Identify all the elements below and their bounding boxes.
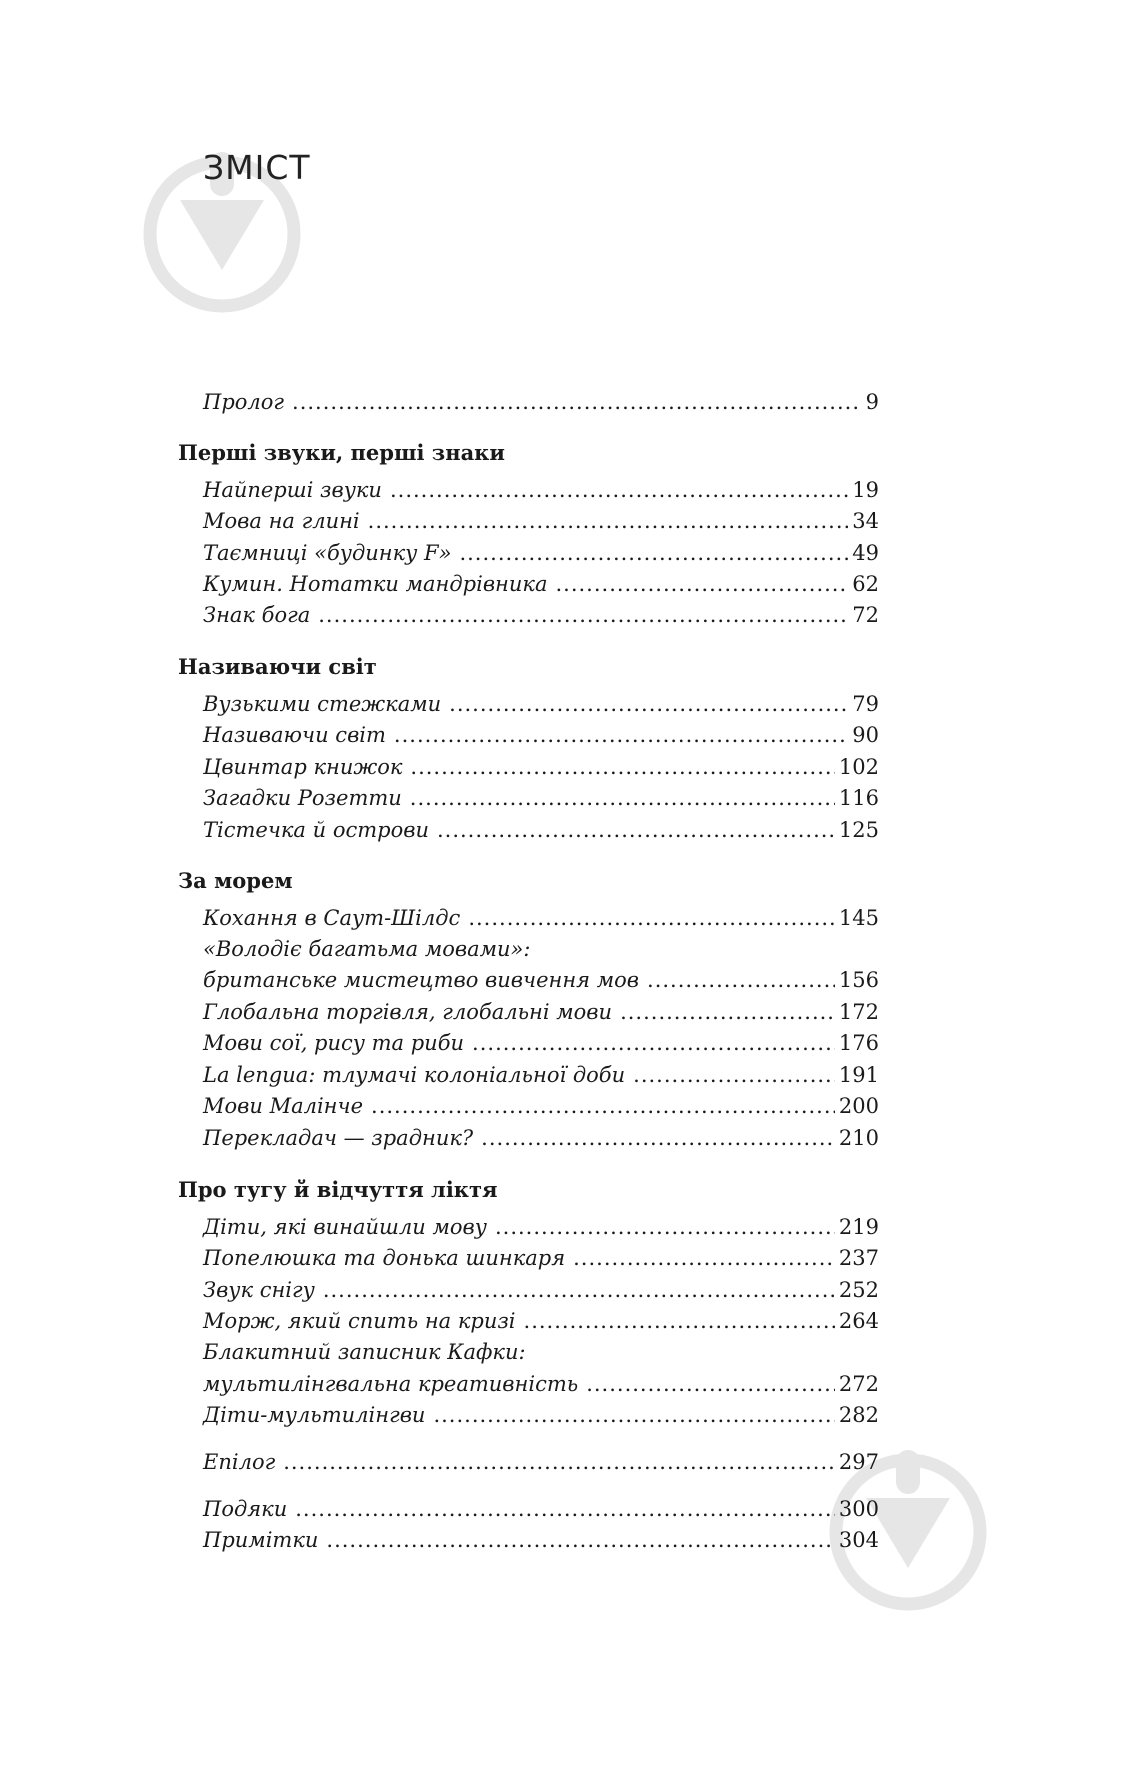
toc-entry-page: 156: [838, 968, 879, 992]
toc-entry-page: 172: [838, 1000, 879, 1024]
toc-entry[interactable]: [203, 1403, 879, 1433]
toc-entry-title: Діти-мультилінгви: [203, 1403, 426, 1427]
section-heading: За морем: [178, 868, 293, 893]
toc-entry-acknowledgements[interactable]: [203, 1497, 879, 1527]
toc-leader-dots: [620, 1000, 835, 1024]
toc-entry-page: 19: [852, 478, 879, 502]
toc-entry[interactable]: [203, 572, 879, 602]
toc-leader-dots: [449, 692, 848, 716]
toc-entry-title: Звук снігу: [203, 1278, 315, 1302]
toc-entry[interactable]: [203, 968, 879, 998]
toc-leader-dots: [326, 1528, 835, 1552]
toc-entry-page: 34: [852, 509, 879, 533]
toc-entry-title-line1: «Володіє багатьма мовами»:: [203, 937, 531, 961]
toc-entry-page: 252: [838, 1278, 879, 1302]
toc-entry-title: Морж, який спить на кризі: [203, 1309, 516, 1333]
toc-entry-title: Тістечка й острови: [203, 818, 429, 842]
toc-entry-page: 282: [838, 1403, 879, 1427]
toc-leader-dots: [318, 603, 848, 627]
toc-leader-dots: [283, 1450, 835, 1474]
toc-entry-title: мультилінгвальна креативність: [203, 1372, 579, 1396]
toc-entry[interactable]: [203, 603, 879, 633]
toc-leader-dots: [368, 509, 849, 533]
toc-leader-dots: [633, 1063, 835, 1087]
toc-entry-title: Загадки Розетти: [203, 786, 402, 810]
toc-entry[interactable]: [203, 509, 879, 539]
toc-entry[interactable]: [203, 1309, 879, 1339]
toc-leader-dots: [323, 1278, 835, 1302]
toc-entry-title: Пролог: [203, 390, 285, 414]
toc-entry[interactable]: [203, 1094, 879, 1124]
toc-leader-dots: [481, 1126, 835, 1150]
toc-entry-page: 200: [838, 1094, 879, 1118]
toc-entry-page: 125: [838, 818, 879, 842]
toc-entry-page: 210: [838, 1126, 879, 1150]
toc-entry-title-lead: La lengua: [203, 1063, 309, 1087]
toc-entry[interactable]: [203, 1126, 879, 1156]
toc-leader-dots: [524, 1309, 835, 1333]
toc-entry-title: : тлумачі колоніальної доби: [308, 1063, 626, 1087]
toc-leader-dots: [410, 755, 835, 779]
toc-entry-page: 9: [865, 390, 879, 414]
toc-entry-title: Мови Малінче: [203, 1094, 364, 1118]
toc-entry-page: 219: [838, 1215, 879, 1239]
toc-leader-dots: [586, 1372, 835, 1396]
toc-entry[interactable]: [203, 1372, 879, 1402]
toc-entry-page: 297: [838, 1450, 879, 1474]
toc-leader-dots: [410, 786, 835, 810]
toc-entry-title: Перекладач — зрадник?: [203, 1126, 474, 1150]
toc-entry-title: Мови сої, рису та риби: [203, 1031, 465, 1055]
toc-leader-dots: [472, 1031, 835, 1055]
toc-entry-title: Епілог: [203, 1450, 276, 1474]
toc-entry-title-wrap: [203, 1063, 625, 1087]
toc-entry[interactable]: [203, 1215, 879, 1245]
toc-leader-dots: [437, 818, 835, 842]
toc-entry-title: Примітки: [203, 1528, 319, 1552]
toc-entry-page: 145: [838, 906, 879, 930]
toc-entry-page: 300: [838, 1497, 879, 1521]
toc-entry-page: 72: [852, 603, 879, 627]
toc-entry[interactable]: [203, 786, 879, 816]
toc-leader-dots: [573, 1246, 835, 1270]
toc-entry-page: 264: [838, 1309, 879, 1333]
toc-leader-dots: [495, 1215, 835, 1239]
toc-entry-page: 237: [838, 1246, 879, 1270]
toc-entry[interactable]: [203, 541, 879, 571]
toc-leader-dots: [555, 572, 848, 596]
toc-entry[interactable]: [203, 1246, 879, 1276]
toc-entry[interactable]: [203, 478, 879, 508]
toc-leader-dots: [459, 541, 848, 565]
toc-entry-title: Кумин. Нотатки мандрівника: [203, 572, 548, 596]
toc-entry-title: Кохання в Саут-Шілдс: [203, 906, 461, 930]
toc-entry-epilogue[interactable]: [203, 1450, 879, 1480]
toc-leader-dots: [292, 390, 862, 414]
toc-entry-page: 116: [838, 786, 879, 810]
toc-entry[interactable]: [203, 906, 879, 936]
toc-leader-dots: [390, 478, 848, 502]
toc-entry-prologue[interactable]: [203, 390, 879, 420]
toc-leader-dots: [647, 968, 835, 992]
toc-entry-page: 90: [852, 723, 879, 747]
toc-entry-page: 102: [838, 755, 879, 779]
toc-entry-page: 62: [852, 572, 879, 596]
toc-entry-title: Глобальна торгівля, глобальні мови: [203, 1000, 613, 1024]
toc-entry[interactable]: [203, 1063, 879, 1093]
toc-entry-title: Називаючи світ: [203, 723, 386, 747]
toc-entry[interactable]: [203, 692, 879, 722]
toc-entry[interactable]: [203, 1031, 879, 1061]
toc-entry[interactable]: [203, 1000, 879, 1030]
toc-entry-page: 79: [852, 692, 879, 716]
toc-entry-page: 176: [838, 1031, 879, 1055]
toc-entry-page: 272: [838, 1372, 879, 1396]
toc-entry-page: 49: [852, 541, 879, 565]
toc-entry[interactable]: [203, 1278, 879, 1308]
toc-entry-title: Знак бога: [203, 603, 311, 627]
section-heading: Про тугу й відчуття ліктя: [178, 1177, 498, 1202]
toc-leader-dots: [394, 723, 848, 747]
toc-entry-title-line1: Блакитний записник Кафки:: [203, 1340, 526, 1364]
toc-entry-title: Подяки: [203, 1497, 288, 1521]
toc-entry-notes[interactable]: [203, 1528, 879, 1558]
toc-leader-dots: [295, 1497, 835, 1521]
toc-entry-title: британське мистецтво вивчення мов: [203, 968, 640, 992]
toc-entry-page: 191: [838, 1063, 879, 1087]
toc-entry-page: 304: [838, 1528, 879, 1552]
toc-entry-title: Найперші звуки: [203, 478, 382, 502]
toc-entry-title: Таємниці «будинку F»: [203, 541, 452, 565]
toc-entry[interactable]: [203, 818, 879, 848]
toc-entry-title: Попелюшка та донька шинкаря: [203, 1246, 566, 1270]
toc-leader-dots: [468, 906, 835, 930]
section-heading: Перші звуки, перші знаки: [178, 440, 505, 465]
toc-entry-title: Вузькими стежками: [203, 692, 442, 716]
page-title: ЗМІСТ: [203, 148, 311, 187]
section-heading: Називаючи світ: [178, 654, 377, 679]
toc-entry-title: Діти, які винайшли мову: [203, 1215, 487, 1239]
toc-entry[interactable]: [203, 755, 879, 785]
toc-entry-title: Цвинтар книжок: [203, 755, 403, 779]
toc-leader-dots: [371, 1094, 835, 1118]
toc-leader-dots: [433, 1403, 834, 1427]
toc-entry-title: Мова на глині: [203, 509, 360, 533]
toc-entry[interactable]: [203, 723, 879, 753]
